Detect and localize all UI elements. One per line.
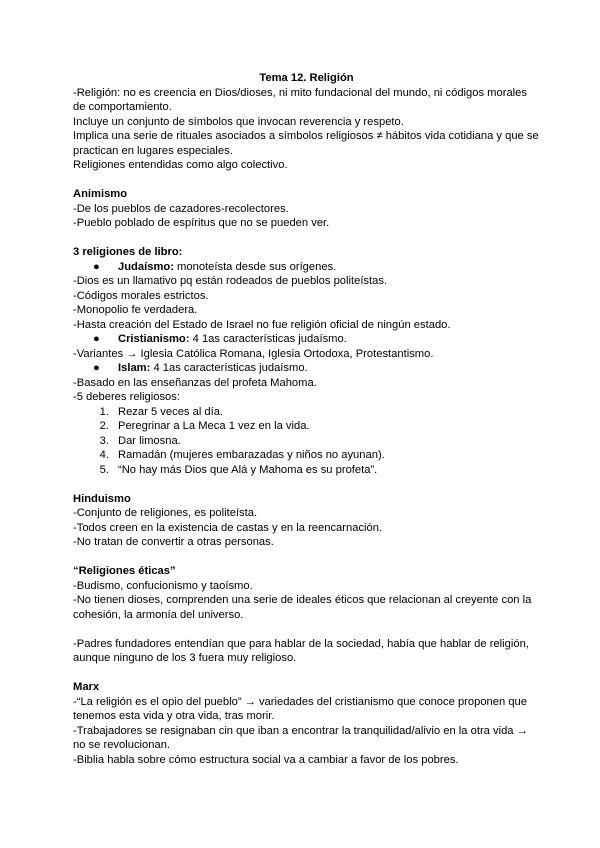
hinduismo-line-3: -No tratan de convertir a otras personas. xyxy=(73,536,274,548)
list-item: 3. Dar limosna. xyxy=(99,434,181,447)
libro-heading: 3 religiones de libro: xyxy=(73,246,183,258)
cristianismo-line-1: -Variantes → Iglesia Católica Romana, Iglesia Ortodoxa, Protestantismo. xyxy=(73,347,434,360)
animismo-line-1: -De los pueblos de cazadores-recolectores. xyxy=(73,202,289,215)
islam-line-1: -Basado en las enseñanzas del profeta Mahoma. xyxy=(73,376,317,389)
islam-bullet xyxy=(73,361,540,376)
list-item: 1. Rezar 5 veces al día. xyxy=(99,405,224,418)
deberes-list xyxy=(73,405,540,478)
cristianismo-bullet xyxy=(73,332,540,347)
animismo-heading: Animismo xyxy=(73,188,128,200)
judaismo-line-3: -Monopolio fe verdadera. xyxy=(73,304,198,316)
intro-line-4: Religiones entendidas como algo colectivo. xyxy=(73,159,288,171)
judaismo-bullet xyxy=(73,260,540,275)
padres-paragraph: -Padres fundadores entendían que para hablar de la sociedad, había que hablar de religión, aunque ninguno de los 3 fuera muy religioso. xyxy=(73,637,529,664)
hinduismo-line-1: -Conjunto de religiones, es politeísta. xyxy=(73,507,258,519)
judaismo-label: Judaísmo: xyxy=(118,260,174,273)
eticas-line-1: -Budismo, confucionismo y taoísmo. xyxy=(73,579,253,592)
bullet-icon: ● xyxy=(93,362,100,374)
judaismo-line-1: -Dios es un llamativo pq están rodeados de pueblos politeístas. xyxy=(73,275,388,287)
intro-line-3: Implica una serie de rituales asociados a símbolos religiosos ≠ hábitos vida cotidiana y que se practican en lugares especiales. xyxy=(73,130,539,157)
marx-line-2: -Trabajadores se resignaban cin que iban a encontrar la tranquilidad/alivio en la otra vida → no se revolucionan. xyxy=(73,724,528,751)
cristianismo-text: 4 1as características judaísmo. xyxy=(189,333,347,345)
list-item: 4. Ramadán (mujeres embarazadas y niños no ayunan). xyxy=(99,449,385,461)
marx-line-1: -“La religión es el opio del pueblo” → variedades del cristianismo que conoce proponen que tenemos esta vida y otra vida, tras morir. xyxy=(73,695,527,722)
marx-heading: Marx xyxy=(73,681,100,693)
cristianismo-label: Cristianismo: xyxy=(118,333,190,345)
page-title: Tema 12. Religión xyxy=(259,72,354,84)
list-item: 2. Peregrinar a La Meca 1 vez en la vida. xyxy=(99,420,310,432)
marx-line-3: -Biblia habla sobre cómo estructura social va a cambiar a favor de los pobres. xyxy=(73,753,459,766)
bullet-icon: ● xyxy=(93,260,100,273)
islam-label: Islam: xyxy=(118,362,151,374)
intro-line-1: -Religión: no es creencia en Dios/dioses, ni mito fundacional del mundo, ni códigos morales de comportamiento. xyxy=(73,86,527,113)
judaismo-text: monoteísta desde sus orígenes. xyxy=(173,260,337,273)
hinduismo-line-2: -Todos creen en la existencia de castas y en la reencarnación. xyxy=(73,521,383,534)
judaismo-line-4: -Hasta creación del Estado de Israel no fue religión oficial de ningún estado. xyxy=(73,318,451,331)
intro-line-2: Incluye un conjunto de símbolos que invocan reverencia y respeto. xyxy=(73,115,404,128)
hinduismo-heading: Hinduismo xyxy=(73,492,131,505)
animismo-line-2: -Pueblo poblado de espíritus que no se pueden ver. xyxy=(73,217,330,229)
eticas-line-2: -No tienen dioses, comprenden una serie de ideales éticos que relacionan al creyente con la cohesión, la armonía del universo. xyxy=(73,594,532,621)
judaismo-line-2: -Códigos morales estrictos. xyxy=(73,289,209,302)
bullet-icon: ● xyxy=(93,333,100,345)
islam-line-2: -5 deberes religiosos: xyxy=(73,391,180,403)
islam-text: 4 1as características judaísmo. xyxy=(150,362,308,374)
eticas-heading: “Religiones éticas” xyxy=(73,565,176,577)
list-item: 5. “No hay más Dios que Alá y Mahoma es su profeta”. xyxy=(99,463,378,476)
